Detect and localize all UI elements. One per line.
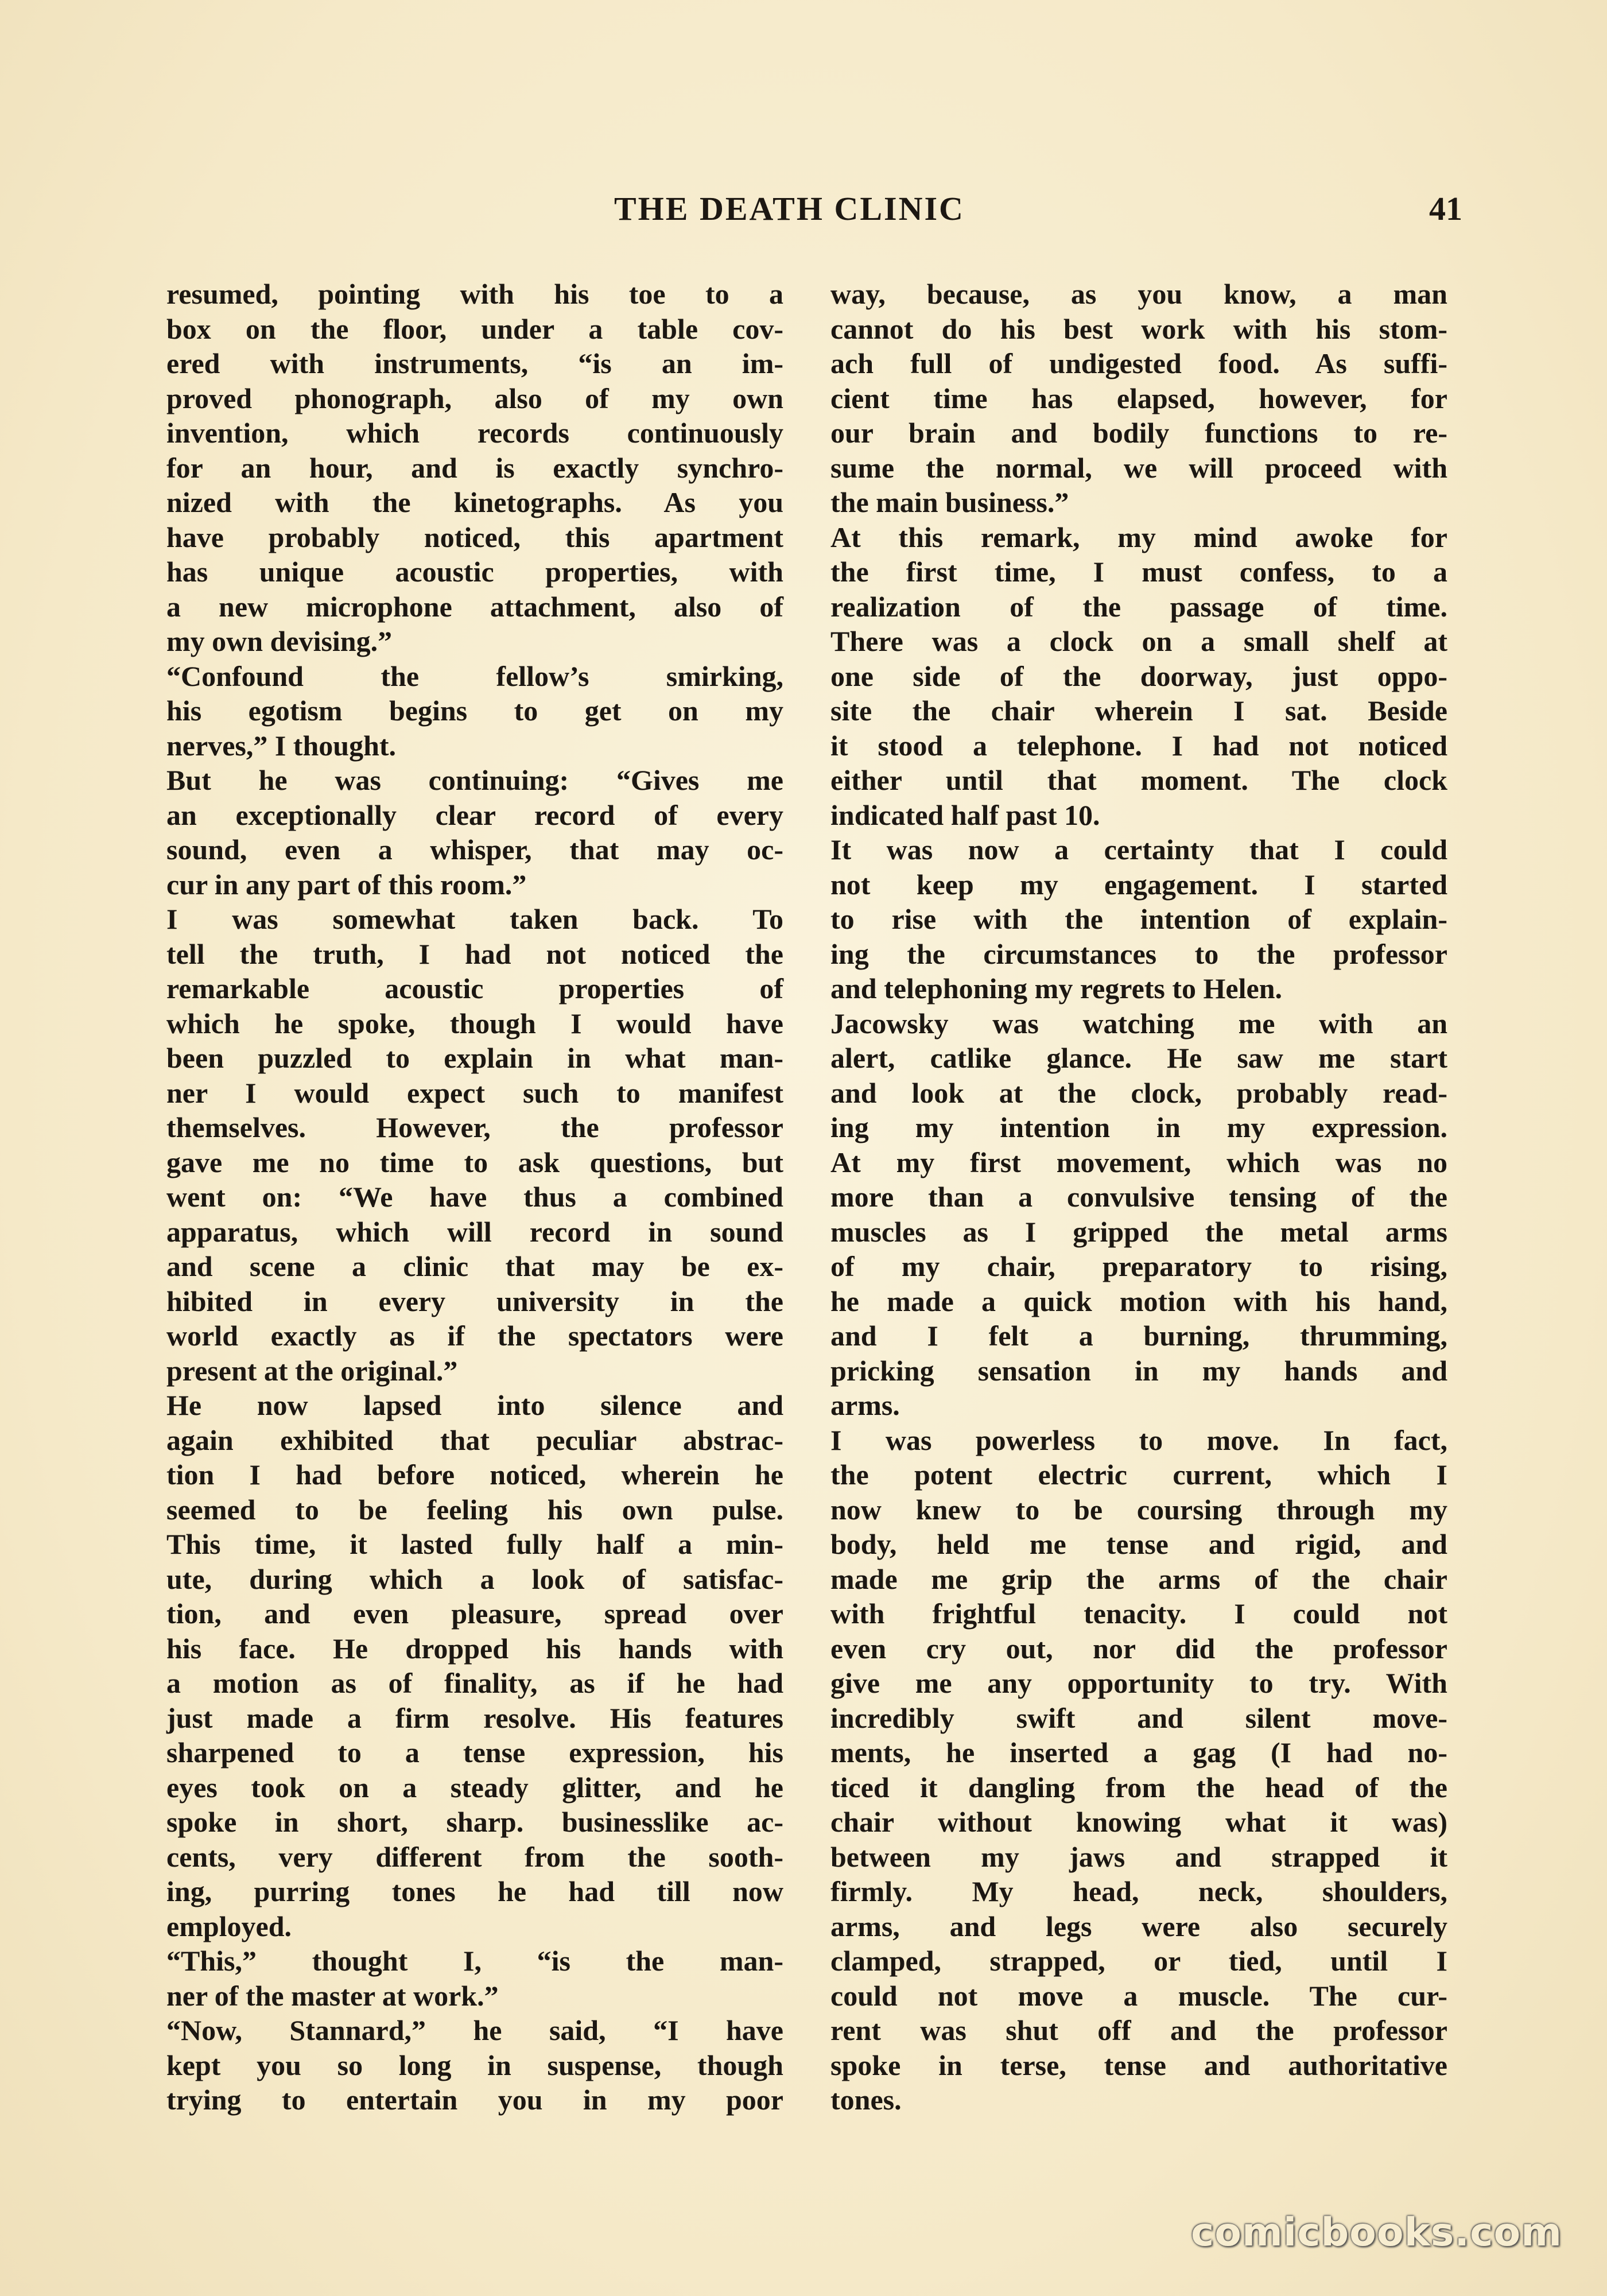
text-line: of my chair, preparatory to rising, bbox=[830, 1250, 1447, 1282]
text-line: This time, it lasted fully half a min- bbox=[166, 1528, 783, 1560]
text-line: the first time, I must confess, to a bbox=[830, 556, 1447, 588]
text-line: incredibly swift and silent move- bbox=[830, 1701, 1447, 1734]
text-line: and I felt a burning, thrumming, bbox=[830, 1320, 1447, 1352]
text-line: ered with instruments, “is an im- bbox=[166, 347, 783, 379]
text-line: Jacowsky was watching me with an bbox=[830, 1007, 1447, 1040]
text-line: sharpened to a tense expression, his bbox=[166, 1736, 783, 1768]
text-line: a motion as of finality, as if he had bbox=[166, 1667, 783, 1699]
text-line: again exhibited that peculiar abstrac- bbox=[166, 1424, 783, 1456]
text-line: sume the normal, we will proceed with bbox=[830, 451, 1447, 484]
text-line: tell the truth, I had not noticed the bbox=[166, 937, 783, 970]
text-line: cents, very different from the sooth- bbox=[166, 1840, 783, 1873]
text-line: “Confound the fellow’s smirking, bbox=[166, 660, 783, 692]
text-column-right bbox=[830, 277, 1447, 2117]
page-number: 41 bbox=[1429, 190, 1462, 227]
text-line: At this remark, my mind awoke for bbox=[830, 521, 1447, 553]
text-line: realization of the passage of time. bbox=[830, 590, 1447, 623]
text-line: not keep my engagement. I started bbox=[830, 868, 1447, 901]
text-line: spoke in terse, tense and authoritative bbox=[830, 2049, 1447, 2081]
text-line: even cry out, nor did the professor bbox=[830, 1632, 1447, 1665]
text-line: site the chair wherein I sat. Beside bbox=[830, 695, 1447, 727]
text-line: ner I would expect such to manifest bbox=[166, 1076, 783, 1109]
text-line: tion I had before noticed, wherein he bbox=[166, 1459, 783, 1491]
text-line: nized with the kinetographs. As you bbox=[166, 486, 783, 518]
text-line: seemed to be feeling his own pulse. bbox=[166, 1493, 783, 1526]
text-line: ticed it dangling from the head of the bbox=[830, 1771, 1447, 1804]
text-line: There was a clock on a small shelf at bbox=[830, 625, 1447, 657]
text-line: I was somewhat taken back. To bbox=[166, 903, 783, 935]
text-line: one side of the doorway, just oppo- bbox=[830, 660, 1447, 692]
text-line: my own devising.” bbox=[166, 625, 393, 657]
text-line: between my jaws and strapped it bbox=[830, 1840, 1447, 1873]
text-line: nerves,” I thought. bbox=[166, 729, 397, 762]
text-line: to rise with the intention of explain- bbox=[830, 903, 1447, 935]
text-line: present at the original.” bbox=[166, 1354, 458, 1387]
text-line: pricking sensation in my hands and bbox=[830, 1354, 1447, 1387]
text-line: cannot do his best work with his stom- bbox=[830, 312, 1447, 345]
text-line: I was powerless to move. In fact, bbox=[830, 1424, 1447, 1456]
text-line: more than a convulsive tensing of the bbox=[830, 1181, 1447, 1213]
text-line: body, held me tense and rigid, and bbox=[830, 1528, 1447, 1560]
text-line: clamped, strapped, or tied, until I bbox=[830, 1945, 1447, 1977]
text-line: It was now a certainty that I could bbox=[830, 833, 1447, 866]
text-line: now knew to be coursing through my bbox=[830, 1493, 1447, 1526]
text-line: been puzzled to explain in what man- bbox=[166, 1042, 783, 1074]
text-line: and scene a clinic that may be ex- bbox=[166, 1250, 783, 1282]
text-line: “This,” thought I, “is the man- bbox=[166, 1945, 783, 1977]
text-line: the main business.” bbox=[830, 486, 1069, 518]
text-line: it stood a telephone. I had not noticed bbox=[830, 729, 1447, 762]
text-line: went on: “We have thus a combined bbox=[166, 1181, 783, 1213]
text-line: gave me no time to ask questions, but bbox=[166, 1146, 783, 1178]
text-line: ments, he inserted a gag (I had no- bbox=[830, 1736, 1447, 1768]
text-line: firmly. My head, neck, shoulders, bbox=[830, 1875, 1447, 1907]
watermark-logo: comicbooks.com bbox=[1191, 2210, 1563, 2255]
text-line: ute, during which a look of satisfac- bbox=[166, 1562, 783, 1595]
text-line: have probably noticed, this apartment bbox=[166, 521, 783, 553]
text-line: eyes took on a steady glitter, and he bbox=[166, 1771, 783, 1804]
text-line: invention, which records continuously bbox=[166, 417, 783, 449]
text-line: could not move a muscle. The cur- bbox=[830, 1979, 1447, 2012]
text-line: ing the circumstances to the professor bbox=[830, 937, 1447, 970]
text-line: remarkable acoustic properties of bbox=[166, 972, 783, 1004]
text-line: But he was continuing: “Gives me bbox=[166, 764, 783, 796]
text-line: his face. He dropped his hands with bbox=[166, 1632, 783, 1665]
text-line: which he spoke, though I would have bbox=[166, 1007, 783, 1040]
text-line: muscles as I gripped the metal arms bbox=[830, 1215, 1447, 1248]
text-line: cient time has elapsed, however, for bbox=[830, 382, 1447, 414]
text-line: indicated half past 10. bbox=[830, 798, 1100, 831]
text-line: spoke in short, sharp. businesslike ac- bbox=[166, 1806, 783, 1838]
text-line: his egotism begins to get on my bbox=[166, 695, 783, 727]
text-line: alert, catlike glance. He saw me start bbox=[830, 1042, 1447, 1074]
text-line: employed. bbox=[166, 1910, 292, 1942]
text-line: kept you so long in suspense, though bbox=[166, 2049, 783, 2081]
text-line: tones. bbox=[830, 2084, 902, 2116]
text-line: trying to entertain you in my poor bbox=[166, 2084, 783, 2116]
text-line: ing, purring tones he had till now bbox=[166, 1875, 783, 1907]
text-line: ner of the master at work.” bbox=[166, 1979, 499, 2012]
text-line: way, because, as you know, a man bbox=[830, 278, 1447, 310]
text-line: made me grip the arms of the chair bbox=[830, 1562, 1447, 1595]
text-line: apparatus, which will record in sound bbox=[166, 1215, 783, 1248]
text-line: cur in any part of this room.” bbox=[166, 868, 527, 901]
text-line: box on the floor, under a table cov- bbox=[166, 312, 783, 345]
text-line: world exactly as if the spectators were bbox=[166, 1320, 783, 1352]
text-line: arms, and legs were also securely bbox=[830, 1910, 1447, 1942]
text-line: themselves. However, the professor bbox=[166, 1111, 783, 1143]
text-line: our brain and bodily functions to re- bbox=[830, 417, 1447, 449]
text-column-left bbox=[166, 277, 783, 2117]
running-title: THE DEATH CLINIC bbox=[614, 190, 965, 227]
text-line: a new microphone attachment, also of bbox=[166, 590, 783, 623]
text-line: “Now, Stannard,” he said, “I have bbox=[166, 2014, 783, 2046]
text-line: give me any opportunity to try. With bbox=[830, 1667, 1447, 1699]
text-line: arms. bbox=[830, 1389, 900, 1421]
text-line: sound, even a whisper, that may oc- bbox=[166, 833, 783, 866]
text-line: just made a firm resolve. His features bbox=[166, 1701, 783, 1734]
text-line: proved phonograph, also of my own bbox=[166, 382, 783, 414]
text-line: ach full of undigested food. As suffi- bbox=[830, 347, 1447, 379]
text-line: has unique acoustic properties, with bbox=[166, 556, 783, 588]
text-line: the potent electric current, which I bbox=[830, 1459, 1447, 1491]
text-line: ing my intention in my expression. bbox=[830, 1111, 1447, 1143]
text-line: He now lapsed into silence and bbox=[166, 1389, 783, 1421]
text-line: rent was shut off and the professor bbox=[830, 2014, 1447, 2046]
text-line: and telephoning my regrets to Helen. bbox=[830, 972, 1283, 1004]
text-line: either until that moment. The clock bbox=[830, 764, 1447, 796]
text-line: with frightful tenacity. I could not bbox=[830, 1597, 1447, 1630]
text-line: an exceptionally clear record of every bbox=[166, 798, 783, 831]
text-line: he made a quick motion with his hand, bbox=[830, 1285, 1447, 1317]
text-line: tion, and even pleasure, spread over bbox=[166, 1597, 783, 1630]
text-line: for an hour, and is exactly synchro- bbox=[166, 451, 783, 484]
page-header bbox=[0, 189, 1607, 235]
text-line: and look at the clock, probably read- bbox=[830, 1076, 1447, 1109]
text-line: chair without knowing what it was) bbox=[830, 1806, 1447, 1838]
text-line: At my first movement, which was no bbox=[830, 1146, 1447, 1178]
text-line: resumed, pointing with his toe to a bbox=[166, 278, 783, 310]
text-line: hibited in every university in the bbox=[166, 1285, 783, 1317]
